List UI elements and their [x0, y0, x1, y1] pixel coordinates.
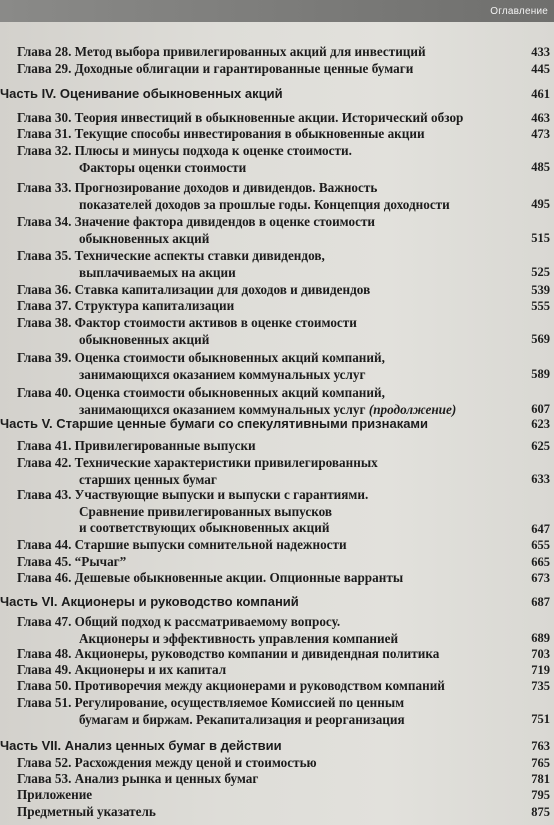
- toc-page-number: 647: [531, 522, 550, 536]
- toc-chapter-entry: [17, 248, 487, 281]
- toc-entry-title-line: обыкновенных акций: [79, 230, 210, 246]
- toc-page-number: 623: [531, 417, 550, 431]
- toc-page-number: 463: [531, 111, 550, 125]
- toc-chapter-entry: [17, 771, 487, 788]
- toc-chapter-entry: [17, 315, 487, 348]
- toc-page-number: 461: [531, 87, 550, 101]
- toc-entry-title-line: Приложение: [17, 787, 93, 802]
- toc-chapter-entry: [17, 487, 487, 537]
- toc-chapter-entry: [17, 438, 487, 455]
- toc-entry-title-line: и соответствующих обыкновенных акций: [79, 520, 330, 535]
- toc-entry-title-line: Глава 47. Общий подход к рассматриваемому вопросу.: [17, 614, 341, 629]
- toc-page-number: 665: [531, 555, 550, 569]
- toc-chapter-entry: [17, 554, 487, 571]
- toc-entry-title-line: Глава 43. Участвующие выпуски и выпуски с гарантиями.: [17, 487, 369, 502]
- toc-page-number: 607: [531, 402, 550, 416]
- toc-chapter-entry: [17, 143, 487, 176]
- toc-entry-title-line: Глава 29. Доходные облигации и гарантированные ценные бумаги: [17, 61, 414, 76]
- toc-entry-title-line: Глава 38. Фактор стоимости активов в оценке стоимости: [17, 315, 357, 330]
- toc-part-heading: [0, 738, 500, 755]
- toc-entry-title-line: обыкновенных акций: [79, 331, 210, 347]
- toc-entry-title-line: показателей доходов за прошлые годы. Концепция доходности: [79, 196, 450, 212]
- running-header-title: Оглавление: [490, 6, 548, 17]
- toc-page-number: 445: [531, 62, 550, 76]
- toc-entry-title-line: Часть VI. Акционеры и руководство компаний: [0, 594, 299, 609]
- toc-page-number: 751: [531, 712, 550, 726]
- toc-page-number: 795: [531, 788, 550, 802]
- toc-entry-title-line: занимающихся оказанием коммунальных услуг (продолжение): [79, 401, 457, 417]
- toc-entry-title-line: Предметный указатель: [17, 804, 156, 819]
- toc-entry-title-line: Глава 50. Противоречия между акционерами и руководством компаний: [17, 678, 445, 693]
- toc-entry-title-line: Глава 46. Дешевые обыкновенные акции. Опционные варранты: [17, 570, 404, 585]
- toc-chapter-entry: [17, 350, 487, 383]
- toc-page-number: 633: [531, 472, 550, 486]
- toc-chapter-entry: [17, 678, 487, 695]
- toc-entry-title-line: Глава 53. Анализ рынка и ценных бумаг: [17, 771, 259, 786]
- toc-entry-title-line: Глава 44. Старшие выпуски сомнительной надежности: [17, 537, 347, 552]
- toc-entry-title-line: Сравнение привилегированных выпусков: [79, 503, 333, 519]
- toc-entry-title-line: занимающихся оказанием коммунальных услуг: [79, 366, 366, 382]
- toc-entry-title-line: Глава 40. Оценка стоимости обыкновенных акций компаний,: [17, 385, 385, 400]
- toc-page-number: 655: [531, 538, 550, 552]
- toc-entry-title-line: Глава 49. Акционеры и их капитал: [17, 662, 227, 677]
- toc-entry-title-line: Глава 30. Теория инвестиций в обыкновенные акции. Исторический обзор: [17, 110, 464, 125]
- toc-page-number: 625: [531, 439, 550, 453]
- toc-chapter-entry: [17, 695, 487, 728]
- running-header: [0, 0, 554, 22]
- toc-chapter-entry: [17, 126, 487, 143]
- toc-page-number: 735: [531, 679, 550, 693]
- toc-page-number: 433: [531, 45, 550, 59]
- toc-chapter-entry: [17, 44, 487, 61]
- toc-entry-title-line: Глава 42. Технические характеристики привилегированных: [17, 455, 378, 470]
- toc-page-number: 473: [531, 127, 550, 141]
- toc-chapter-entry: [17, 298, 487, 315]
- toc-page-number: 763: [531, 739, 550, 753]
- toc-entry-title-line: выплачиваемых на акции: [79, 264, 236, 280]
- toc-page-number: 687: [531, 595, 550, 609]
- toc-page-number: 555: [531, 299, 550, 313]
- toc-entry-title-line: Глава 34. Значение фактора дивидендов в оценке стоимости: [17, 214, 376, 229]
- toc-page-number: 539: [531, 283, 550, 297]
- continuation-note: (продолжение): [368, 401, 457, 417]
- toc-entry-title-line: старших ценных бумаг: [79, 471, 217, 487]
- toc-entry-title-line: Глава 37. Структура капитализации: [17, 298, 235, 313]
- toc-part-heading: [0, 86, 500, 103]
- toc-entry-title-line: Глава 32. Плюсы и минусы подхода к оценке стоимости.: [17, 143, 352, 158]
- toc-page-number: 495: [531, 197, 550, 211]
- toc-entry-title-line: Факторы оценки стоимости: [79, 159, 247, 175]
- toc-entry-title-line: Глава 41. Привилегированные выпуски: [17, 438, 256, 453]
- toc-chapter-entry: [17, 282, 487, 299]
- toc-chapter-entry: [17, 61, 487, 78]
- toc-page-number: 589: [531, 367, 550, 381]
- toc-entry-title-line: Часть IV. Оценивание обыкновенных акций: [0, 86, 283, 101]
- toc-chapter-entry: [17, 755, 487, 772]
- toc-entry-title-line: бумагам и биржам. Рекапитализация и реорганизация: [79, 711, 405, 727]
- toc-chapter-entry: [17, 787, 487, 804]
- toc-chapter-entry: [17, 662, 487, 679]
- toc-entry-title-line: Глава 52. Расхождения между ценой и стоимостью: [17, 755, 317, 770]
- toc-entry-title-line: Глава 36. Ставка капитализации для доходов и дивидендов: [17, 282, 371, 297]
- toc-entry-title-line: Глава 35. Технические аспекты ставки дивидендов,: [17, 248, 325, 263]
- toc-chapter-entry: [17, 180, 487, 213]
- toc-entry-title-line: Глава 28. Метод выбора привилегированных акций для инвестиций: [17, 44, 426, 59]
- toc-chapter-entry: [17, 537, 487, 554]
- toc-page-number: 689: [531, 631, 550, 645]
- toc-page-number: 485: [531, 160, 550, 174]
- toc-entry-title-line: Глава 48. Акционеры, руководство компании и дивидендная политика: [17, 646, 440, 661]
- toc-chapter-entry: [17, 214, 487, 247]
- toc-part-heading: [0, 594, 500, 611]
- toc-entry-title-line: Глава 31. Текущие способы инвестирования в обыкновенные акции: [17, 126, 425, 141]
- toc-page-number: 765: [531, 756, 550, 770]
- toc-page-number: 515: [531, 231, 550, 245]
- toc-entry-title-line: Часть VII. Анализ ценных бумаг в действии: [0, 738, 282, 753]
- toc-chapter-entry: [17, 804, 487, 821]
- toc-page-number: 719: [531, 663, 550, 677]
- toc-page-number: 703: [531, 647, 550, 661]
- toc-entry-title-line: Глава 51. Регулирование, осуществляемое Комиссией по ценным: [17, 695, 405, 710]
- toc-chapter-entry: [17, 570, 487, 587]
- toc-page-number: 781: [531, 772, 550, 786]
- toc-chapter-entry: [17, 614, 487, 647]
- toc-entry-title-line: Глава 45. “Рычаг”: [17, 554, 127, 569]
- toc-entry-title-line: Часть V. Старшие ценные бумаги со спекулятивными признаками: [0, 416, 429, 431]
- toc-page-number: 875: [531, 805, 550, 819]
- toc-chapter-entry: [17, 646, 487, 663]
- toc-entry-title-line: Глава 33. Прогнозирование доходов и дивидендов. Важность: [17, 180, 378, 195]
- toc-page-number: 525: [531, 265, 550, 279]
- toc-entry-title-line: Глава 39. Оценка стоимости обыкновенных акций компаний,: [17, 350, 385, 365]
- toc-page-number: 673: [531, 571, 550, 585]
- toc-part-heading: [0, 416, 500, 433]
- toc-page-number: 569: [531, 332, 550, 346]
- toc-chapter-entry: [17, 385, 487, 418]
- toc-chapter-entry: [17, 455, 487, 488]
- toc-entry-title-line: Акционеры и эффективность управления компанией: [79, 630, 399, 646]
- toc-chapter-entry: [17, 110, 487, 127]
